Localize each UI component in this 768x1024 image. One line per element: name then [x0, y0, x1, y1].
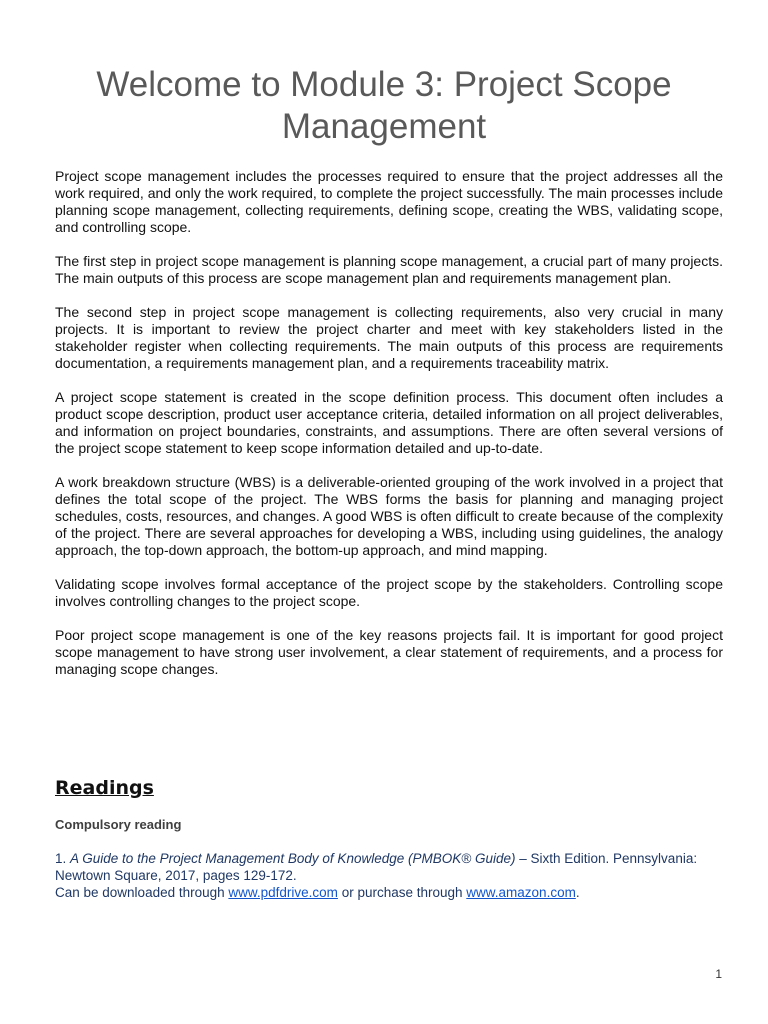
reference-dash: – [515, 851, 531, 866]
body-text [55, 168, 723, 695]
reference-end: . [575, 885, 580, 900]
page-title: Welcome to Module 3: Project Scope Management [96, 65, 672, 146]
paragraph-scope-intro: Project scope management includes the processes required to ensure that the project addresses all the work required, and only the work required, to complete the project successfully. The main processes include planning scope management, collecting requirements, defining scope, creating the WBS, validating scope, and controlling scope. [55, 168, 723, 235]
paragraph-poor-scope: Poor project scope management is one of the key reasons projects fail. It is important for good project scope management to have strong user involvement, a clear statement of requirements, and a process for managing scope changes. [55, 627, 723, 677]
pdfdrive-link[interactable]: www.pdfdrive.com [228, 885, 338, 900]
reference-number: 1. [55, 851, 67, 866]
download-text: Can be downloaded through [55, 885, 229, 900]
paragraph-scope-statement: A project scope statement is created in the scope definition process. This document often includes a product scope description, product user acceptance criteria, detailed information on all project deliverables, and information on project boundaries, constraints, and assumptions. There are often several versions of the project scope statement to keep scope information detailed and up-to-date. [55, 389, 723, 456]
compulsory-reading-label: Compulsory reading [55, 817, 182, 832]
paragraph-wbs: A work breakdown structure (WBS) is a deliverable-oriented grouping of the work involved in a project that defines the total scope of the project. The WBS forms the basis for planning and managing project schedules, costs, resources, and changes. A good WBS is often difficult to create because of the complexity of the project. There are several approaches for developing a WBS, including using guidelines, the analogy approach, the top-down approach, the bottom-up approach, and mind mapping. [55, 474, 723, 558]
reference-book-title: A Guide to the Project Management Body of Knowledge (PMBOK® Guide) [70, 851, 516, 866]
page-number: 1 [715, 967, 722, 981]
paragraph-collecting-requirements: The second step in project scope management is collecting requirements, also very crucial in many projects. It is important to review the project charter and meet with key stakeholders listed in the stakeholder register when collecting requirements. The main outputs of this process are requirements documentation, a requirements management plan, and a requirements traceability matrix. [55, 304, 723, 371]
paragraph-validating-controlling: Validating scope involves formal acceptance of the project scope by the stakeholders. Controlling scope involves controlling changes to the project scope. [55, 576, 723, 609]
readings-heading: Readings [55, 777, 154, 799]
paragraph-planning-scope: The first step in project scope management is planning scope management, a crucial part of many projects. The main outputs of this process are scope management plan and requirements management plan. [55, 253, 723, 286]
amazon-link[interactable]: www.amazon.com [466, 885, 576, 900]
reading-reference [55, 850, 723, 901]
purchase-text: or purchase through [337, 885, 467, 900]
reference-details: Sixth Edition. Pennsylvania: Newtown Square, 2017, pages 129-172. [55, 851, 698, 883]
